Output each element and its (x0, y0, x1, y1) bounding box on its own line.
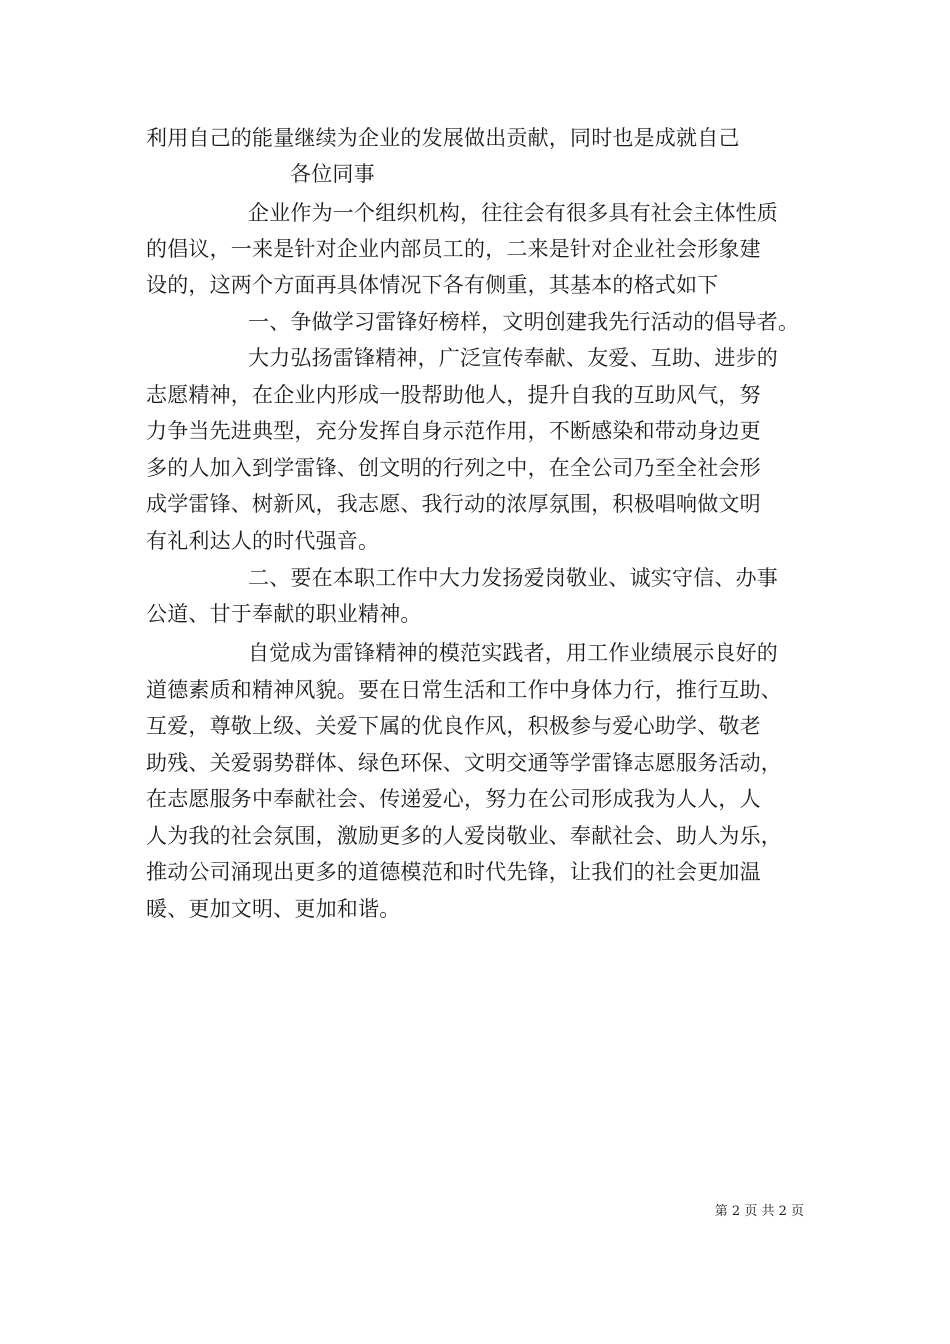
text-line: 在志愿服务中奉献社会、传递爱心，努力在公司形成我为人人，人 (146, 787, 761, 811)
paragraph-first-line: 企业作为一个组织机构，往往会有很多具有社会主体性质 (248, 201, 778, 225)
salutation: 各位同事 (290, 162, 375, 186)
section-heading-1: 一、争做学习雷锋好榜样，文明创建我先行活动的倡导者。 (248, 310, 800, 334)
text-line: 暖、更加文明、更加和谐。 (146, 897, 401, 921)
text-line: 道德素质和精神风貌。要在日常生活和工作中身体力行，推行互助、 (146, 678, 782, 702)
text-line: 推动公司涌现出更多的道德模范和时代先锋，让我们的社会更加温 (146, 860, 761, 884)
text-line: 多的人加入到学雷锋、创文明的行列之中，在全公司乃至全社会形 (146, 456, 761, 480)
paragraph-first-line: 自觉成为雷锋精神的模范实践者，用工作业绩展示良好的 (248, 641, 778, 665)
text-line: 助残、关爱弱势群体、绿色环保、文明交通等学雷锋志愿服务活动， (146, 751, 782, 775)
page-number: 第 2 页 共 2 页 (714, 1204, 804, 1219)
text-line: 力争当先进典型，充分发挥自身示范作用，不断感染和带动身边更 (146, 419, 761, 443)
text-line: 的倡议，一来是针对企业内部员工的，二来是针对企业社会形象建 (146, 237, 761, 261)
text-line: 志愿精神，在企业内形成一股帮助他人，提升自我的互助风气，努 (146, 383, 761, 407)
text-line: 利用自己的能量继续为企业的发展做出贡献，同时也是成就自己 (146, 126, 740, 150)
section-heading-2: 二、要在本职工作中大力发扬爱岗敬业、诚实守信、办事 (248, 566, 778, 590)
text-line: 有礼利达人的时代强音。 (146, 529, 380, 553)
text-line: 人为我的社会氛围，激励更多的人爱岗敬业、奉献社会、助人为乐， (146, 824, 782, 848)
text-line: 互爱，尊敬上级、关爱下属的优良作风，积极参与爱心助学、敬老 (146, 714, 761, 738)
text-line: 成学雷锋、树新风，我志愿、我行动的浓厚氛围，积极唱响做文明 (146, 492, 761, 516)
text-line: 公道、甘于奉献的职业精神。 (146, 602, 422, 626)
text-line: 设的，这两个方面再具体情况下各有侧重，其基本的格式如下 (146, 273, 719, 297)
paragraph-first-line: 大力弘扬雷锋精神，广泛宣传奉献、友爱、互助、进步的 (248, 346, 778, 370)
